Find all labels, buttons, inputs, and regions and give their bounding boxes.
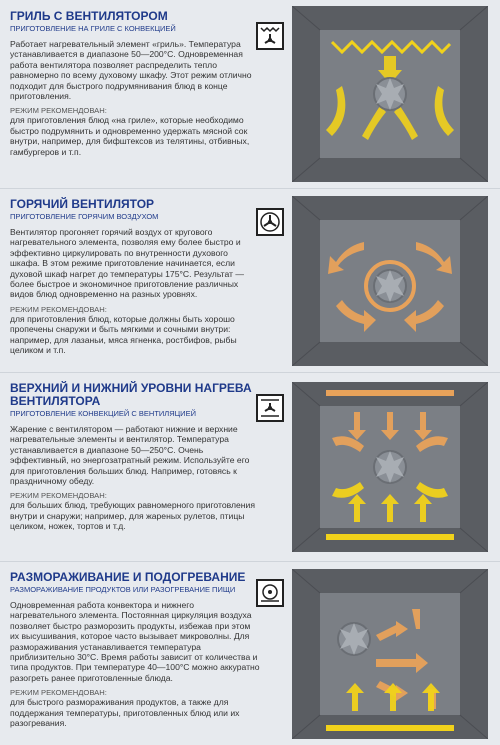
section-title: ВЕРХНИЙ И НИЖНИЙ УРОВНИ НАГРЕВА ВЕНТИЛЯТОРА [10,381,252,408]
section-subtitle: ПРИГОТОВЛЕНИЕ НА ГРИЛЕ С КОНВЕКЦИЕЙ [10,24,176,33]
oven-diagram [292,6,488,182]
oven-diagram [292,382,488,558]
divider [0,561,500,562]
hot-fan-icon [256,208,284,236]
section-title: РАЗМОРАЖИВАНИЕ И ПОДОГРЕВАНИЕ [10,570,246,584]
recommended-text: для больших блюд, требующих равномерного приготовления внутри и снаружи; например, для жареных рулетов, птицы целиком, ножек, тортов и т.д. [10,500,255,532]
recommended-label: РЕЖИМ РЕКОМЕНДОВАН: [10,491,107,501]
recommended-label: РЕЖИМ РЕКОМЕНДОВАН: [10,304,107,314]
divider [0,372,500,373]
recommended-text: для быстрого размораживания продуктов, а также для поддержания температуры, приготовленных блюд или их разогревания. [10,697,240,729]
section-title: ГРИЛЬ С ВЕНТИЛЯТОРОМ [10,9,168,23]
section-defrost [0,563,500,742]
recommended-label: РЕЖИМ РЕКОМЕНДОВАН: [10,106,107,116]
recommended-label: РЕЖИМ РЕКОМЕНДОВАН: [10,688,107,698]
oven-diagram [292,569,488,745]
section-body: Жарение с вентилятором — работают нижние и верхние нагревательные элементы и вентилятор. Температура устанавливается в диапазоне 50—250°C. Очень эффективный, но энергозатратный режим. Используйте его для приготовления больших блюд. Например, готовясь к праздничному обеду. [10,424,250,487]
section-hot-fan [0,190,500,370]
grill-fan-icon [256,22,284,50]
divider [0,188,500,189]
section-subtitle: ПРИГОТОВЛЕНИЕ КОНВЕКЦИЕЙ С ВЕНТИЛЯЦИЕЙ [10,409,196,418]
section-grill-fan [0,0,500,185]
recommended-text: для приготовления блюд, которые должны быть хорошо пропечены снаружи и быть мягкими и сочными внутри: например, для лазаньи, мяса ягненка, ростбифов, рыбы целиком и т.п. [10,313,237,356]
top-bottom-fan-icon [256,394,284,422]
section-top-bottom-fan [0,374,500,559]
recommended-text: для приготовления блюд «на гриле», которые необходимо быстро подрумянить и одновременно удержать мясной сок внутри, например, для бифштексов из телятины, отбивных, гамбургеров и т.п. [10,115,250,157]
section-subtitle: РАЗМОРАЖИВАНИЕ ПРОДУКТОВ ИЛИ РАЗОГРЕВАНИЕ ПИЩИ [10,585,236,594]
oven-diagram [292,196,488,372]
section-body: Работает нагревательный элемент «гриль». Температура устанавливается в диапазоне 50—200°C. Одновременная работа вентилятора позволяет распределить тепло равномерно по всему духовому шкафу. Этот режим отлично подходит для быстрого подрумянивания блюд в конце приготовления. [10,39,252,102]
section-body: Одновременная работа конвектора и нижнего нагревательного элемента. Постоянная циркуляция воздуха позволяет быстро разморозить продукты, избежав при этом их высушивания, которое часто вызывает микроволны. Для размораживания устанавливается температура приблизительно 30°C. Время работы зависит от количества и типа продуктов. При температуре 40—100°C можно аккуратно разогреть ранее приготовленные блюда. [10,600,260,683]
section-subtitle: ПРИГОТОВЛЕНИЕ ГОРЯЧИМ ВОЗДУХОМ [10,212,159,221]
section-title: ГОРЯЧИЙ ВЕНТИЛЯТОР [10,197,155,211]
section-body: Вентилятор прогоняет горячий воздух от кругового нагревательного элемента, позволяя ему более быстро и эффективно циркулировать по внутренности духового шкафа. В этом режиме приготовление начинается, если духовой шкаф нагрет до температуры 175°C. Результат — более быстрое и экономичное приготовление различных видов блюд одновременно на разных уровнях. [10,227,244,300]
defrost-icon [256,579,284,607]
